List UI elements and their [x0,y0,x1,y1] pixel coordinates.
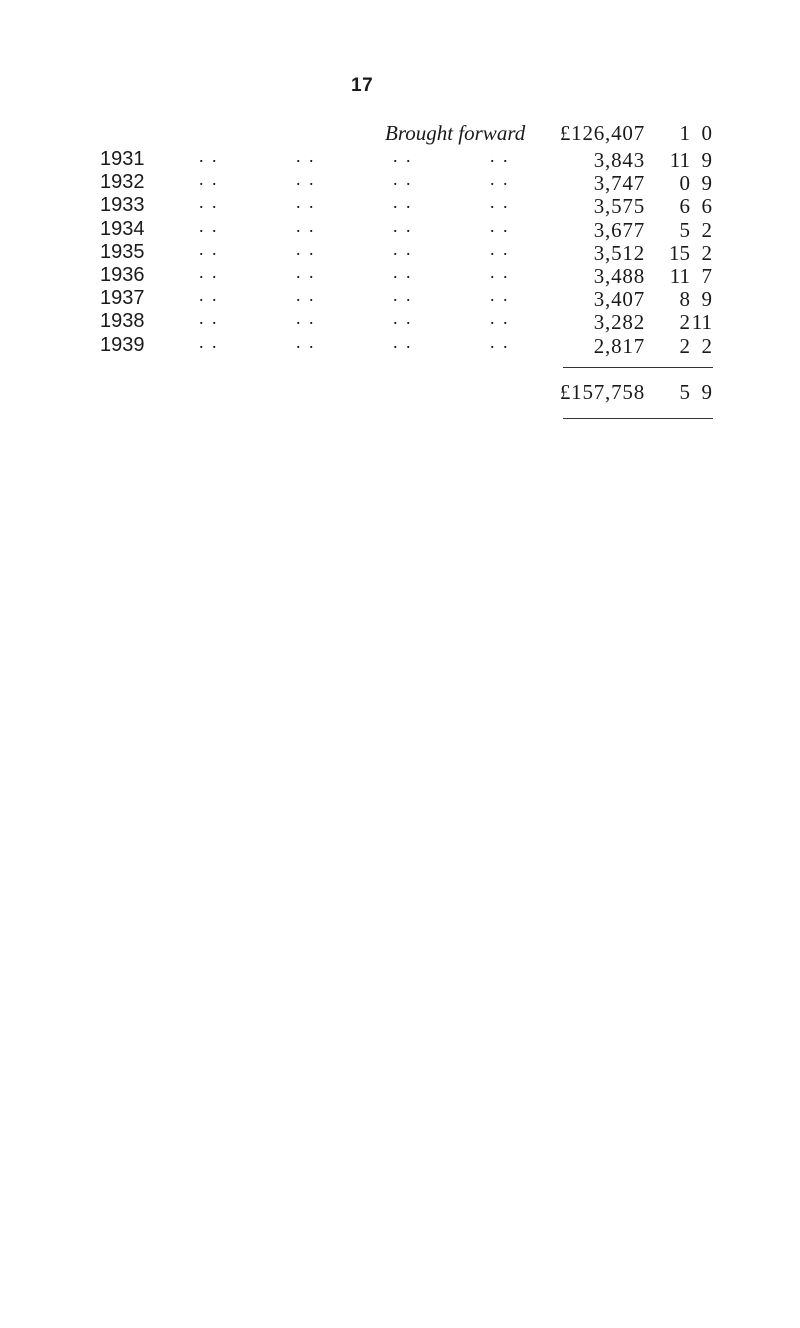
pence-cell: 2 [701,240,712,265]
leader-dots: . . [296,285,316,306]
leader-dots: . . [393,308,413,329]
total-rule [563,418,713,419]
leader-dots: . . [296,215,316,236]
pence-cell: 9 [701,287,712,312]
leader-dots: . . [393,169,413,190]
leader-dots: . . [296,331,316,352]
pounds-cell: 3,488 [593,264,645,288]
leader-dots: . . [199,169,219,190]
forward-shillings: 1 [679,121,690,145]
leader-dots: . . [490,262,510,282]
leader-dots: . . [393,262,413,282]
leader-dots: . . [393,192,413,213]
leader-dots: . . [490,308,510,329]
pence-cell: 2 [701,217,712,242]
year-cell: 1939 [100,333,145,356]
year-cell: 1931 [100,148,145,170]
leader-dots: . . [296,146,316,166]
pence-cell: 9 [701,148,712,172]
pounds-cell: 3,512 [593,240,645,265]
pounds-cell: 2,817 [593,333,645,358]
year-cell: 1936 [100,264,145,286]
pence-cell: 6 [701,194,712,219]
shillings-cell: 0 [679,171,690,196]
year-cell: 1933 [100,194,145,217]
year-cell: 1938 [100,310,145,333]
total-pounds: £157,758 [559,380,645,404]
brought-forward-row [0,121,800,145]
leader-dots: . . [199,192,219,213]
shillings-cell: 2 [679,333,690,358]
leader-dots: . . [199,285,219,306]
leader-dots: . . [490,146,510,166]
leader-dots: . . [296,238,316,259]
total-shillings: 5 [679,380,690,404]
year-cell: 1935 [100,240,145,263]
leader-dots: . . [199,331,219,352]
leader-dots: . . [199,238,219,259]
pounds-cell: 3,407 [593,287,645,312]
subtotal-rule [563,367,713,368]
leader-dots: . . [393,331,413,352]
shillings-cell: 11 [669,148,690,172]
pounds-cell: 3,575 [593,194,645,219]
leader-dots: . . [490,238,510,259]
ledger-row [0,331,800,358]
leader-dots: . . [296,262,316,282]
leader-dots: . . [490,169,510,190]
leader-dots: . . [296,192,316,213]
leader-dots: . . [393,146,413,166]
leader-dots: . . [199,262,219,282]
total-pence: 9 [701,380,712,404]
leader-dots: . . [490,331,510,352]
year-cell: 1937 [100,287,145,310]
forward-pence: 0 [701,121,712,145]
pence-cell: 9 [701,171,712,196]
leader-dots: . . [490,192,510,213]
leader-dots: . . [393,215,413,236]
pounds-cell: 3,843 [593,148,645,172]
leader-dots: . . [393,238,413,259]
pence-cell: 7 [701,264,712,288]
pounds-cell: 3,747 [593,171,645,196]
brought-forward-label: Brought forward [385,121,526,145]
leader-dots: . . [296,169,316,190]
year-cell: 1932 [100,171,145,194]
shillings-cell: 8 [679,287,690,312]
forward-pounds: £126,407 [559,121,645,145]
leader-dots: . . [199,308,219,329]
page-number: 17 [351,75,374,96]
pence-cell: 11 [691,310,712,335]
pence-cell: 2 [701,333,712,358]
shillings-cell: 6 [679,194,690,219]
shillings-cell: 5 [679,217,690,242]
shillings-cell: 15 [669,240,690,265]
leader-dots: . . [393,285,413,306]
total-row [0,380,800,404]
pounds-cell: 3,282 [593,310,645,335]
shillings-cell: 2 [679,310,690,335]
leader-dots: . . [490,215,510,236]
leader-dots: . . [490,285,510,306]
pounds-cell: 3,677 [593,217,645,242]
leader-dots: . . [296,308,316,329]
shillings-cell: 11 [669,264,690,288]
year-cell: 1934 [100,217,145,240]
leader-dots: . . [199,146,219,166]
leader-dots: . . [199,215,219,236]
